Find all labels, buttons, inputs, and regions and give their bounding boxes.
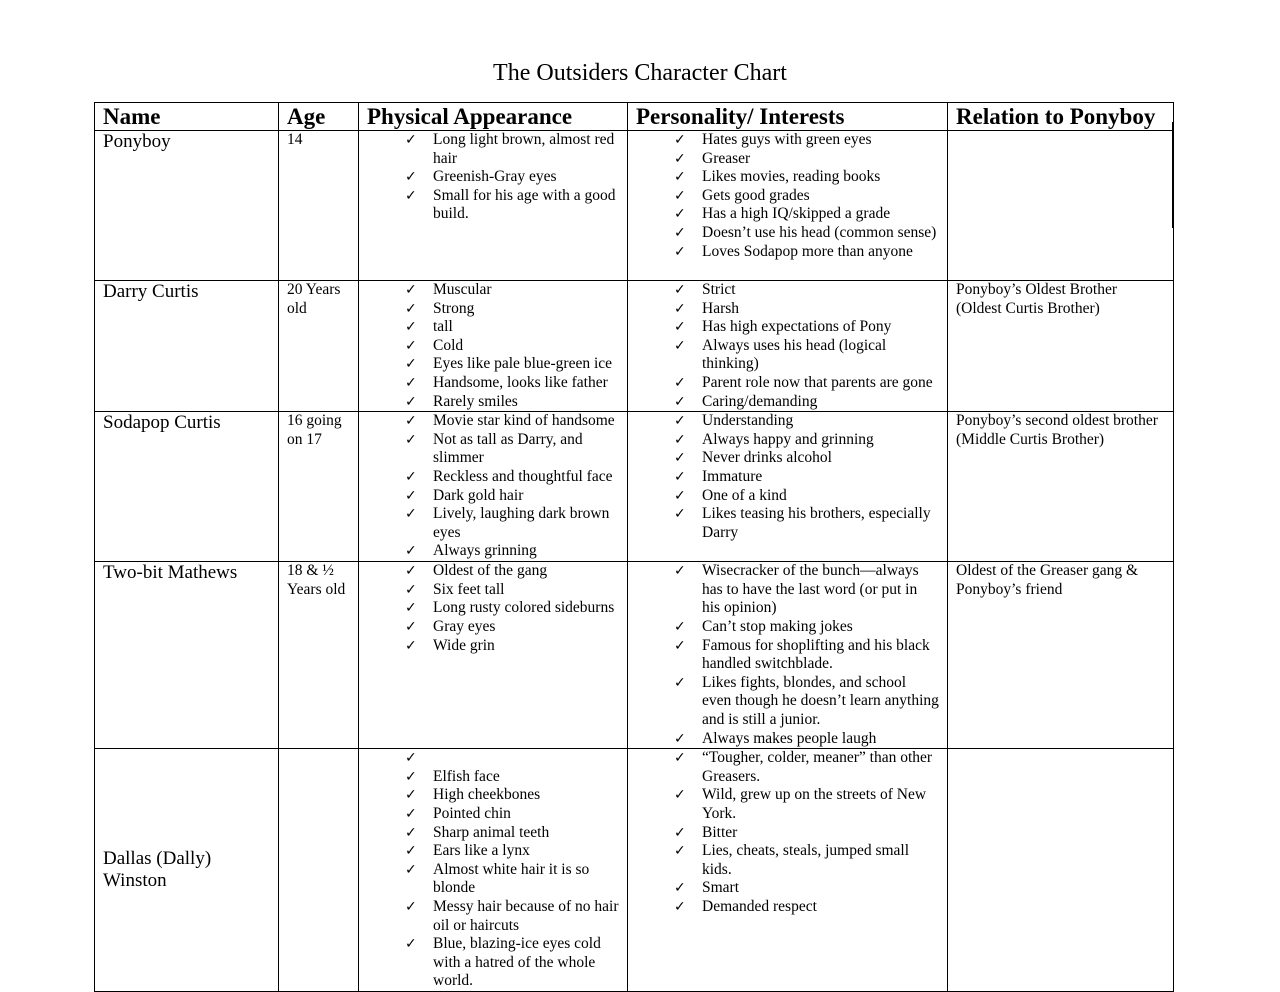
checkmark-icon: ✓ [674,898,686,915]
checkmark-icon: ✓ [405,805,417,822]
checkmark-icon: ✓ [674,319,686,336]
character-age: 20 Years old [279,281,359,412]
list-item [367,749,619,768]
appearance-list [367,281,619,411]
list-item [367,842,619,861]
list-item [636,487,939,506]
list-item [367,786,619,805]
checkmark-icon: ✓ [405,468,417,485]
appearance-cell [359,562,628,749]
list-item [636,168,939,187]
checkmark-icon: ✓ [405,936,417,953]
list-item-text: Smart [702,879,740,897]
checkmark-icon: ✓ [674,506,686,523]
relation-cell [948,131,1174,281]
list-item [636,412,939,431]
checkmark-icon: ✓ [674,243,686,260]
personality-list [636,749,939,916]
list-item [367,374,619,393]
checkmark-icon: ✓ [405,413,417,430]
list-item [367,393,619,412]
list-item [367,355,619,374]
checkmark-icon: ✓ [405,824,417,841]
list-item [367,768,619,787]
table-row [95,281,1174,412]
character-age: 14 [279,131,359,281]
list-item-text: Gray eyes [433,617,496,635]
relation-cell [948,749,1174,992]
checkmark-icon: ✓ [674,132,686,148]
checkmark-icon: ✓ [405,787,417,804]
page-title: The Outsiders Character Chart [493,60,787,86]
checkmark-icon: ✓ [405,337,417,354]
list-item-text: Movie star kind of handsome [433,412,615,430]
personality-list [636,281,939,411]
character-age: 18 & ½ Years old [279,562,359,749]
checkmark-icon: ✓ [405,506,417,523]
checkmark-icon: ✓ [674,824,686,841]
list-item [636,150,939,169]
list-item-text: Doesn’t use his head (common sense) [702,223,937,241]
checkmark-icon: ✓ [405,581,417,598]
list-item [636,449,939,468]
list-item-text: Understanding [702,412,794,430]
list-item-text: Rarely smiles [433,392,518,410]
list-item [367,318,619,337]
list-item [636,318,939,337]
list-item-text: Gets good grades [702,186,810,204]
list-item-text: Strong [433,299,475,317]
list-item-text: tall [433,318,453,336]
list-item [636,187,939,206]
checkmark-icon: ✓ [405,487,417,504]
list-item-text: Wide grin [433,636,495,654]
list-item-text: Ears like a lynx [433,842,530,860]
character-name: Dallas (Dally) Winston [95,749,279,992]
character-name: Darry Curtis [95,281,279,412]
list-item [367,468,619,487]
checkmark-icon: ✓ [405,300,417,317]
list-item [636,674,939,730]
list-item [367,505,619,542]
list-item-text: Eyes like pale blue-green ice [433,355,613,373]
checkmark-icon: ✓ [405,543,417,560]
checkmark-icon: ✓ [674,750,686,767]
list-item [367,187,619,224]
list-item-text: Demanded respect [702,897,817,915]
header-name: Name [95,103,279,131]
list-item-text: Famous for shoplifting and his black handled switchblade. [702,636,930,673]
list-item [636,879,939,898]
list-item-text: Never drinks alcohol [702,449,832,467]
list-item [636,131,939,150]
checkmark-icon: ✓ [674,450,686,467]
list-item [367,562,619,581]
list-item-text: Likes movies, reading books [702,168,881,186]
checkmark-icon: ✓ [405,319,417,336]
list-item [636,468,939,487]
list-item [367,824,619,843]
list-item-text: Elfish face [433,767,500,785]
checkmark-icon: ✓ [674,337,686,354]
list-item-text: Greaser [702,149,751,167]
checkmark-icon: ✓ [405,861,417,878]
list-item-text: Six feet tall [433,580,505,598]
checkmark-icon: ✓ [674,282,686,298]
table-edge-line [1172,122,1174,228]
list-item [636,749,939,786]
list-item [636,300,939,319]
checkmark-icon: ✓ [405,374,417,391]
checkmark-icon: ✓ [674,843,686,860]
list-item-text: Long rusty colored sideburns [433,599,615,617]
header-personality: Personality/ Interests [628,103,948,131]
list-item [636,898,939,917]
checkmark-icon: ✓ [405,169,417,186]
list-item-text: Always grinning [433,542,537,560]
relation-cell: Ponyboy’s Oldest Brother (Oldest Curtis Brother) [948,281,1174,412]
checkmark-icon: ✓ [405,600,417,617]
checkmark-icon: ✓ [674,300,686,317]
list-item [367,861,619,898]
list-item [636,243,939,262]
checkmark-icon: ✓ [674,431,686,448]
list-item-text: Has a high IQ/skipped a grade [702,205,891,223]
list-item [367,637,619,656]
list-item [636,393,939,412]
relation-cell: Oldest of the Greaser gang & Ponyboy’s friend [948,562,1174,749]
list-item-text: Muscular [433,281,492,298]
list-item-text: Sharp animal teeth [433,823,550,841]
appearance-list [367,412,619,561]
character-name: Ponyboy [95,131,279,281]
chart-body [95,131,1174,992]
list-item-text: Loves Sodapop more than anyone [702,242,913,260]
checkmark-icon: ✓ [405,898,417,915]
list-item [367,337,619,356]
list-item [636,374,939,393]
checkmark-icon: ✓ [674,413,686,430]
list-item-text: Can’t stop making jokes [702,617,853,635]
list-item-text: Strict [702,281,736,298]
list-item-text: Not as tall as Darry, and slimmer [433,430,583,467]
appearance-list [367,749,619,991]
checkmark-icon: ✓ [674,206,686,223]
list-item [636,618,939,637]
checkmark-icon: ✓ [405,187,417,204]
checkmark-icon: ✓ [674,563,686,580]
list-item [636,431,939,450]
list-item-text: Small for his age with a good build. [433,186,616,223]
table-row [95,749,1174,992]
appearance-cell [359,412,628,562]
list-item-text: Bitter [702,823,738,841]
list-item [367,935,619,991]
header-age: Age [279,103,359,131]
personality-list [636,562,939,748]
list-item-text: Almost white hair it is so blonde [433,860,590,897]
table-row [95,412,1174,562]
list-item [367,618,619,637]
list-item-text: Wild, grew up on the streets of New York. [702,786,927,822]
header-row [95,103,1174,131]
checkmark-icon: ✓ [674,787,686,804]
checkmark-icon: ✓ [405,637,417,654]
character-name: Two-bit Mathews [95,562,279,749]
appearance-cell [359,131,628,281]
list-item [367,168,619,187]
character-chart-table [94,102,1174,992]
checkmark-icon: ✓ [674,468,686,485]
list-item-text: Oldest of the gang [433,562,548,580]
list-item [636,562,939,618]
checkmark-icon: ✓ [674,487,686,504]
checkmark-icon: ✓ [405,393,417,410]
list-item-text: Hates guys with green eyes [702,131,872,148]
checkmark-icon: ✓ [674,880,686,897]
header-relation: Relation to Ponyboy [948,103,1174,131]
list-item-text: Always makes people laugh [702,729,877,747]
list-item-text: Likes teasing his brothers, especially Darry [702,505,931,541]
list-item-text: Always uses his head (logical thinking) [702,336,887,373]
checkmark-icon: ✓ [405,618,417,635]
personality-cell [628,749,948,992]
list-item-text: Has high expectations of Pony [702,318,892,336]
list-item [367,431,619,468]
checkmark-icon: ✓ [674,730,686,747]
list-item [636,281,939,300]
checkmark-icon: ✓ [674,187,686,204]
character-age [279,749,359,992]
list-item-text: “Tougher, colder, meaner” than other Greasers. [702,749,933,785]
personality-cell [628,412,948,562]
list-item [367,805,619,824]
list-item-text: Handsome, looks like father [433,373,608,391]
list-item-text: High cheekbones [433,786,541,804]
list-item-text: Reckless and thoughtful face [433,467,613,485]
list-item-text: Wisecracker of the bunch—always has to have the last word (or put in his opinion) [702,562,919,617]
checkmark-icon: ✓ [405,356,417,373]
list-item [367,131,619,168]
list-item [367,281,619,300]
list-item-text: Harsh [702,299,740,317]
list-item [367,898,619,935]
list-item-text: Likes fights, blondes, and school even though he doesn’t learn anything and is still a junior. [702,673,939,728]
header-appearance: Physical Appearance [359,103,628,131]
checkmark-icon: ✓ [405,768,417,785]
list-item-text: Lies, cheats, steals, jumped small kids. [702,842,910,878]
character-name: Sodapop Curtis [95,412,279,562]
checkmark-icon: ✓ [674,393,686,410]
list-item [367,487,619,506]
appearance-list [367,131,619,224]
list-item [636,637,939,674]
list-item-text: Always happy and grinning [702,430,874,448]
checkmark-icon: ✓ [405,563,417,580]
list-item [367,300,619,319]
checkmark-icon: ✓ [405,282,417,298]
list-item [636,337,939,374]
list-item [636,205,939,224]
list-item-text: Blue, blazing-ice eyes cold with a hatred of the whole world. [433,935,601,990]
checkmark-icon: ✓ [674,674,686,691]
personality-list [636,412,939,542]
list-item-text: Long light brown, almost red hair [433,131,615,167]
appearance-cell [359,749,628,992]
list-item-text: Lively, laughing dark brown eyes [433,505,610,541]
list-item-text: Parent role now that parents are gone [702,373,933,391]
list-item [367,599,619,618]
checkmark-icon: ✓ [674,150,686,167]
list-item-text: Messy hair because of no hair oil or haircuts [433,897,619,934]
checkmark-icon: ✓ [674,374,686,391]
personality-cell [628,562,948,749]
list-item-text: Dark gold hair [433,486,524,504]
list-item [636,505,939,542]
list-item-text: One of a kind [702,486,787,504]
list-item [367,581,619,600]
appearance-list [367,562,619,655]
checkmark-icon: ✓ [674,618,686,635]
relation-cell: Ponyboy’s second oldest brother (Middle Curtis Brother) [948,412,1174,562]
checkmark-icon: ✓ [674,224,686,241]
character-age: 16 going on 17 [279,412,359,562]
list-item-text: Cold [433,336,464,354]
list-item [367,542,619,561]
personality-cell [628,131,948,281]
personality-list [636,131,939,261]
personality-cell [628,281,948,412]
list-item [636,730,939,749]
list-item [636,824,939,843]
checkmark-icon: ✓ [405,431,417,448]
table-row [95,131,1174,281]
checkmark-icon: ✓ [405,750,417,767]
checkmark-icon: ✓ [674,637,686,654]
table-row [95,562,1174,749]
checkmark-icon: ✓ [674,169,686,186]
checkmark-icon: ✓ [405,132,417,148]
list-item-text: Pointed chin [433,804,511,822]
list-item [636,224,939,243]
appearance-cell [359,281,628,412]
list-item [367,412,619,431]
list-item [636,786,939,823]
list-item [636,842,939,879]
list-item-text: Immature [702,467,763,485]
list-item-text: Caring/demanding [702,392,818,410]
list-item-text: Greenish-Gray eyes [433,168,557,186]
checkmark-icon: ✓ [405,843,417,860]
